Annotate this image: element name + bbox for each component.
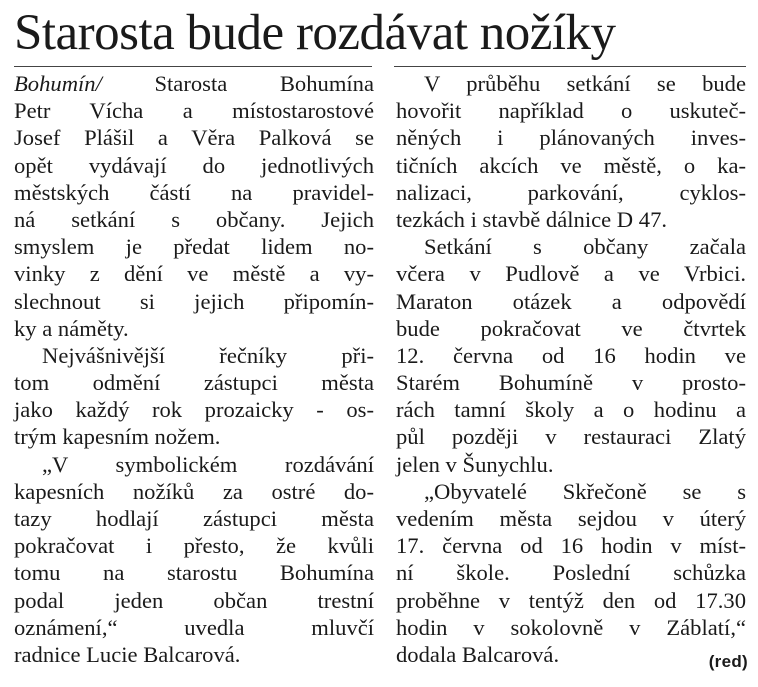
article-column-right xyxy=(396,70,746,668)
text-line: bude pokračovat ve čtvrtek xyxy=(396,315,746,341)
dateline: Bohumín/ xyxy=(14,71,102,96)
text-line: oznámení,“ uvedla mluvčí xyxy=(14,614,374,640)
text-line: nalizaci, parkování, cyklos- xyxy=(396,179,746,205)
text-line: 12. června od 16 hodin ve xyxy=(396,342,746,368)
text-line: „V symbolickém rozdávání xyxy=(42,451,374,477)
headline: Starosta bude rozdávat nožíky xyxy=(14,5,616,61)
text-line: ní škole. Poslední schůzka xyxy=(396,560,746,586)
text-line: podal jeden občan trestní xyxy=(14,587,374,613)
text-line: vedením města sejdou v úterý xyxy=(396,506,746,531)
text-line: tičních akcích ve městě, o ka- xyxy=(396,152,746,178)
text-line: hovořit například o uskuteč- xyxy=(396,98,746,124)
text-line: Maraton otázek a odpovědí xyxy=(396,288,746,314)
text-line: radnice Lucie Balcarová. xyxy=(14,641,241,667)
text-line: Starém Bohumíně v prosto- xyxy=(396,370,746,396)
text-line: vinky z dění ve městě a vy- xyxy=(14,261,374,287)
text-line: jelen v Šunychlu. xyxy=(396,451,554,477)
text-line: 17. června od 16 hodin v míst- xyxy=(396,533,746,559)
column-rule-right xyxy=(394,66,746,67)
text-line: Josef Plášil a Věra Palková se xyxy=(14,125,374,151)
text-line: půl později v restauraci Zlatý xyxy=(396,424,746,450)
text-line: Petr Vícha a místostarostové xyxy=(14,98,374,124)
text-line: tomu na starostu Bohumína xyxy=(14,560,374,586)
text-line: hodin v sokolovně v Záblatí,“ xyxy=(396,614,746,640)
text-line: proběhne v tentýž den od 17.30 xyxy=(396,587,746,613)
text-line: smyslem je předat lidem no- xyxy=(14,234,374,260)
text-line: ná setkání s občany. Jejich xyxy=(14,206,374,232)
text-line: jako každý rok prozaicky - os- xyxy=(14,397,374,423)
text-line: tom odmění zástupci města xyxy=(14,370,374,396)
text-line: „Obyvatelé Skřečoně se s xyxy=(424,478,746,504)
column-rule-left xyxy=(14,66,372,67)
text-line: Setkání s občany začala xyxy=(424,234,746,260)
text-line: tezkách i stavbě dálnice D 47. xyxy=(396,206,668,232)
text-line: kapesních nožíků za ostré do- xyxy=(14,478,374,504)
text-line: městských částí na pravidel- xyxy=(14,179,374,205)
text-line: rách tamní školy a o hodinu a xyxy=(396,397,746,423)
text-line: Nejvášnivější řečníky při- xyxy=(42,342,374,368)
author-signature: (red) xyxy=(708,652,748,671)
text-line: ky a náměty. xyxy=(14,315,129,341)
text-line: opět vydávají do jednotlivých xyxy=(14,152,374,178)
text-line: něných i plánovaných inves- xyxy=(396,125,746,151)
text-line: tazy hodlají zástupci města xyxy=(14,506,374,531)
article-column-left xyxy=(14,70,374,668)
text-line: V průběhu setkání se bude xyxy=(424,71,746,96)
text-line: dodala Balcarová. xyxy=(396,641,560,667)
text-line: včera v Pudlově a ve Vrbici. xyxy=(396,261,746,287)
text-line: pokračovat i přesto, že kvůli xyxy=(14,533,374,559)
text-line: Bohumín/ Starosta Bohumína xyxy=(14,71,374,96)
text-line: slechnout si jejich připomín- xyxy=(14,288,374,314)
text-line: trým kapesním nožem. xyxy=(14,424,221,450)
